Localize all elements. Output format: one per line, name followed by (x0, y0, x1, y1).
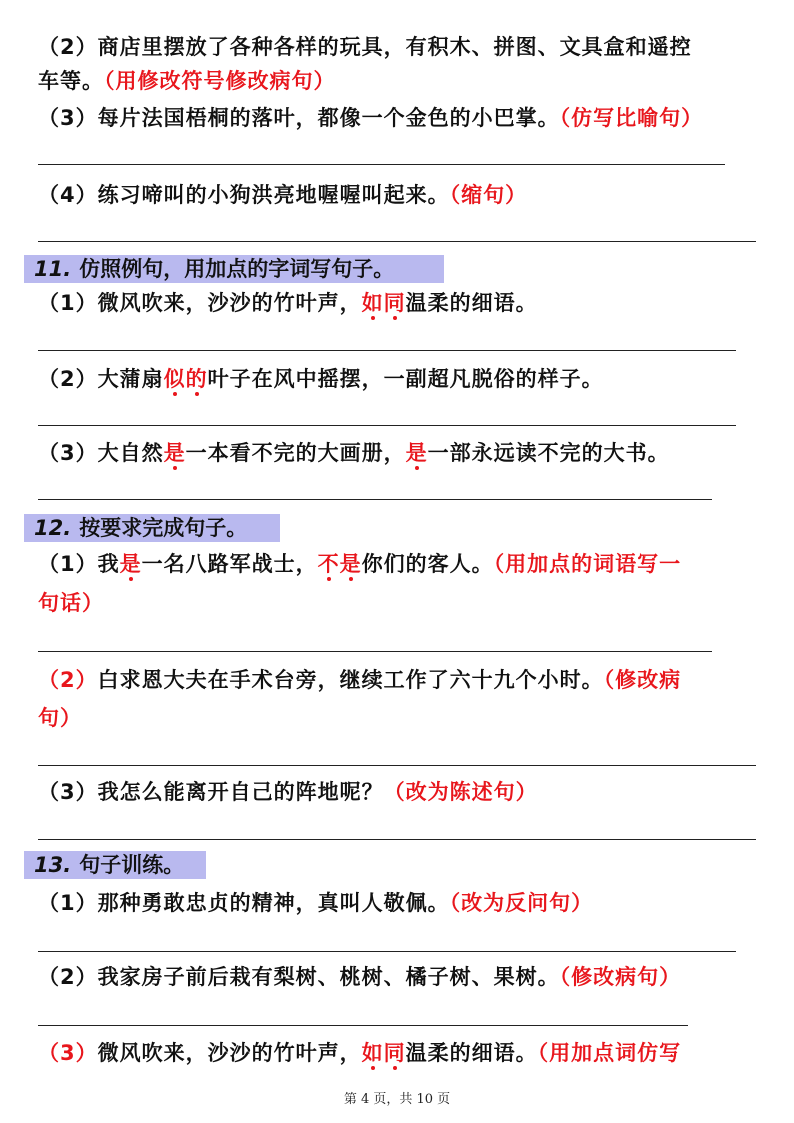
q10-item4: （4）练习啼叫的小狗洪亮地喔喔叫起来。（缩句） (38, 183, 528, 207)
q12-item2: （2）白求恩大夫在手术台旁，继续工作了六十九个小时。（修改病 (38, 668, 682, 692)
answer-line-q12-2[interactable] (38, 765, 756, 766)
q13-item1-requirement: （改为反问句） (449, 891, 594, 915)
page-footer: 第 4 页，共 10 页 (343, 1092, 451, 1107)
q13-item3: （3）微风吹来，沙沙的竹叶声，如同温柔的细语。（用加点词仿写 (38, 1041, 682, 1065)
answer-line-q13-1[interactable] (38, 951, 736, 952)
answer-line-q13-2[interactable] (38, 1025, 688, 1026)
answer-line-q11-1[interactable] (38, 350, 736, 351)
answer-line-q11-3[interactable] (38, 499, 712, 500)
answer-line-q10-3[interactable] (38, 164, 725, 165)
q13-item2-requirement: （修改病句） (559, 965, 682, 989)
q10-item2-line2: 车等。（用修改符号修改病句） (38, 69, 336, 93)
q13-heading: 13. 句子训练。 (24, 851, 206, 879)
q12-item3-requirement: （改为陈述句） (383, 780, 538, 804)
q12-item2-requirement-cont: 句） (38, 706, 82, 730)
q11-item2: （2）大蒲扇似的叶子在风中摇摆，一副超凡脱俗的样子。 (38, 367, 604, 391)
q13-item2: （2）我家房子前后栽有梨树、桃树、橘子树、果树。（修改病句） (38, 965, 682, 989)
q10-item3: （3）每片法国梧桐的落叶，都像一个金色的小巴掌。（仿写比喻句） (38, 106, 704, 130)
q10-item2-requirement: （用修改符号修改病句） (104, 69, 336, 93)
answer-line-q10-4[interactable] (38, 241, 756, 242)
q11-item1: （1）微风吹来，沙沙的竹叶声，如同温柔的细语。 (38, 291, 538, 315)
answer-line-q11-2[interactable] (38, 425, 736, 426)
q13-item1: （1）那种勇敢忠贞的精神，真叫人敬佩。（改为反问句） (38, 891, 594, 915)
q12-item3: （3）我怎么能离开自己的阵地呢？（改为陈述句） (38, 780, 538, 804)
q10-item2-line1: （2）商店里摆放了各种各样的玩具，有积木、拼图、文具盒和遥控 (38, 35, 692, 59)
q12-item2-requirement: （修改病 (603, 668, 682, 692)
q10-item3-requirement: （仿写比喻句） (559, 106, 704, 130)
q12-item1-requirement: （用加点的词语写一 (493, 552, 682, 576)
q12-item1-requirement-cont: 句话） (38, 591, 104, 615)
q10-item4-requirement: （缩句） (449, 183, 528, 207)
q13-item3-requirement: （用加点词仿写 (537, 1041, 682, 1065)
q12-heading: 12. 按要求完成句子。 (24, 514, 280, 542)
q11-item3: （3）大自然是一本看不完的大画册，是一部永远读不完的大书。 (38, 441, 670, 465)
q12-item1: （1）我是一名八路军战士，不是你们的客人。（用加点的词语写一 (38, 552, 682, 576)
answer-line-q12-1[interactable] (38, 651, 712, 652)
q11-heading: 11. 仿照例句，用加点的字词写句子。 (24, 255, 444, 283)
answer-line-q12-3[interactable] (38, 839, 756, 840)
